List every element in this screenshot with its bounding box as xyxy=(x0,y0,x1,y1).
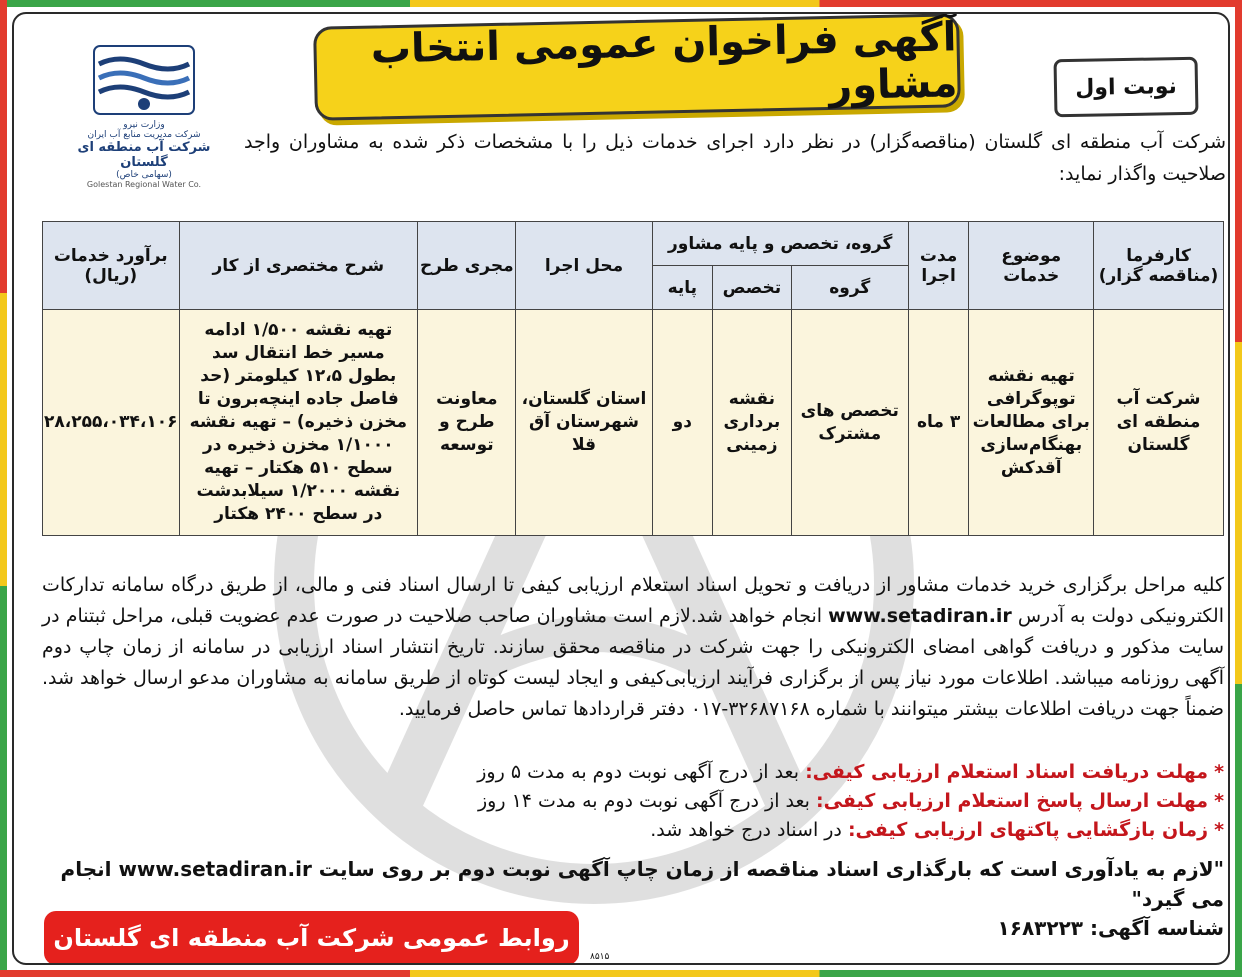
bullet-mark: * xyxy=(1214,819,1224,841)
header-executor: مجری طرح xyxy=(418,222,516,310)
intro-paragraph: شرکت آب منطقه ای گلستان (مناقصه‌گزار) در نظر دارد اجرای خدمات ذیل را با مشخصات ذکر شده به مشاوران واجد صلاحیت واگذار نماید: xyxy=(244,131,1226,185)
reminder-note xyxy=(42,854,1224,914)
list-item xyxy=(42,787,1224,816)
services-table xyxy=(42,221,1224,536)
contact-phone: ۰۱۷-۳۲۶۸۷۱۶۸ xyxy=(690,698,810,720)
bullet-label: زمان بازگشایی پاکتهای ارزیابی کیفی: xyxy=(847,819,1209,841)
setadiran-link[interactable]: www.setadiran.ir xyxy=(828,605,1012,627)
header-subject: موضوع خدمات xyxy=(969,222,1094,310)
public-relations-banner: روابط عمومی شرکت آب منطقه ای گلستان xyxy=(44,911,579,965)
bullet-text: بعد از درج آگهی نوبت دوم به مدت ۵ روز xyxy=(477,761,806,783)
list-item xyxy=(42,758,1224,787)
bullet-label: مهلت دریافت اسناد استعلام ارزیابی کیفی: xyxy=(805,761,1209,783)
ad-title: آگهی فراخوان عمومی انتخاب مشاور xyxy=(370,14,958,109)
cell-subject: تهیه نقشه توپوگرافی برای مطالعات بهنگام‌سازی آقدکش xyxy=(969,310,1094,536)
header-duration: مدت اجرا xyxy=(908,222,969,310)
header-employer: کارفرما (مناقصه گزار) xyxy=(1094,222,1224,310)
title-banner xyxy=(313,13,961,121)
header-level: پایه xyxy=(652,266,712,310)
left-color-stripe xyxy=(0,0,7,977)
header-description: شرح مختصری از کار xyxy=(179,222,418,310)
bullet-text: در اسناد درج خواهد شد. xyxy=(650,819,848,841)
water-waves-icon xyxy=(89,44,199,116)
header-group: گروه xyxy=(791,266,908,310)
cell-duration: ۳ ماه xyxy=(908,310,969,536)
bullet-mark: * xyxy=(1214,761,1224,783)
cell-specialty: نقشه برداری زمینی xyxy=(713,310,792,536)
logo-ministry: وزارت نیرو xyxy=(123,120,165,130)
cell-executor: معاونت طرح و توسعه xyxy=(418,310,516,536)
body-part2: انجام خواهد شد.لازم است مشاوران صاحب صلاحیت در صورت عدم عضویت قبلی، مراحل ثبتنام در سایت مذکور و دریافت گواهی امضای الکترونیکی را جهت شرکت در مناقصه محقق سازند. تاریخ انتشار اسناد ارزیابی در سامانه از زمان چاپ دوم آگهی روزنامه میباشد. اطلاعات مورد نیاز پس از برگزاری فرآیند ارزیابی‌کیفی و ایجاد لیست کوتاه از طریق سامانه به مشاوران مدعو ارسال خواهد شد. ضمناً جهت دریافت اطلاعات بیشتر میتوانند با شماره xyxy=(42,605,1224,720)
ad-container xyxy=(12,12,1230,965)
top-color-stripe xyxy=(0,0,1242,7)
cell-description: تهیه نقشه ۱/۵۰۰ ادامه مسیر خط انتقال سد بطول ۱۲،۵ کیلومتر (حد فاصل جاده اینچه‌برون تا مخزن ذخیره) – تهیه نقشه ۱/۱۰۰۰ مخزن ذخیره در سطح ۵۱۰ هکتار – تهیه نقشه ۱/۲۰۰۰ سیلابدشت در سطح ۲۴۰۰ هکتار xyxy=(179,310,418,536)
list-item xyxy=(42,816,1224,845)
body-paragraph xyxy=(42,570,1224,725)
ad-id-label: شناسه آگهی: xyxy=(1089,916,1224,940)
ad-code: ۸۵۱۵ xyxy=(590,952,610,962)
cell-level: دو xyxy=(652,310,712,536)
table-row xyxy=(43,310,1224,536)
header-specialty: تخصص xyxy=(713,266,792,310)
logo-company-name: شرکت آب منطقه ای گلستان xyxy=(77,140,211,170)
body-part3: دفتر قراردادها تماس حاصل فرمایید. xyxy=(398,698,691,720)
header-group-spec-level: گروه، تخصص و پایه مشاور xyxy=(652,222,908,266)
body-part1: کلیه مراحل برگزاری خرید خدمات مشاور از دریافت و تحویل اسناد استعلام ارزیابی کیفی تا ارسال اسناد فنی و مالی، از طریق درگاه سامانه تدارکات الکترونیکی دولت به آدرس xyxy=(42,574,1224,627)
bullet-label: مهلت ارسال پاسخ استعلام ارزیابی کیفی: xyxy=(816,790,1209,812)
bullet-mark: * xyxy=(1214,790,1224,812)
cell-estimate: ۲۸،۲۵۵،۰۳۴،۱۰۶ xyxy=(43,310,180,536)
note-end: انجام می گیرد" xyxy=(60,857,1224,911)
ad-id-value: ۱۶۸۳۲۲۳ xyxy=(997,916,1083,940)
cell-location: استان گلستان، شهرستان آق قلا xyxy=(516,310,652,536)
logo-company-type: (سهامی خاص) xyxy=(116,170,172,180)
cell-group: تخصص های مشترک xyxy=(791,310,908,536)
ad-id xyxy=(694,916,1224,940)
header-estimate: برآورد خدمات (ریال) xyxy=(43,222,180,310)
bullet-text: بعد از درج آگهی نوبت دوم به مدت ۱۴ روز xyxy=(477,790,817,812)
note-website-link[interactable]: www.setadiran.ir xyxy=(118,857,312,881)
deadline-list xyxy=(42,758,1224,845)
bottom-color-stripe xyxy=(0,970,1242,977)
note-text: "لازم به یادآوری است که بارگذاری اسناد مناقصه از زمان چاپ آگهی نوبت دوم بر روی سایت xyxy=(311,857,1224,881)
company-logo xyxy=(59,44,229,194)
logo-parent-company: شرکت مدیریت منابع آب ایران xyxy=(87,130,201,140)
logo-english-name: Golestan Regional Water Co. xyxy=(86,180,202,189)
right-color-stripe xyxy=(1235,0,1242,977)
cell-employer: شرکت آب منطقه ای گلستان xyxy=(1094,310,1224,536)
header-location: محل اجرا xyxy=(516,222,652,310)
round-badge: نوبت اول xyxy=(1054,57,1199,118)
